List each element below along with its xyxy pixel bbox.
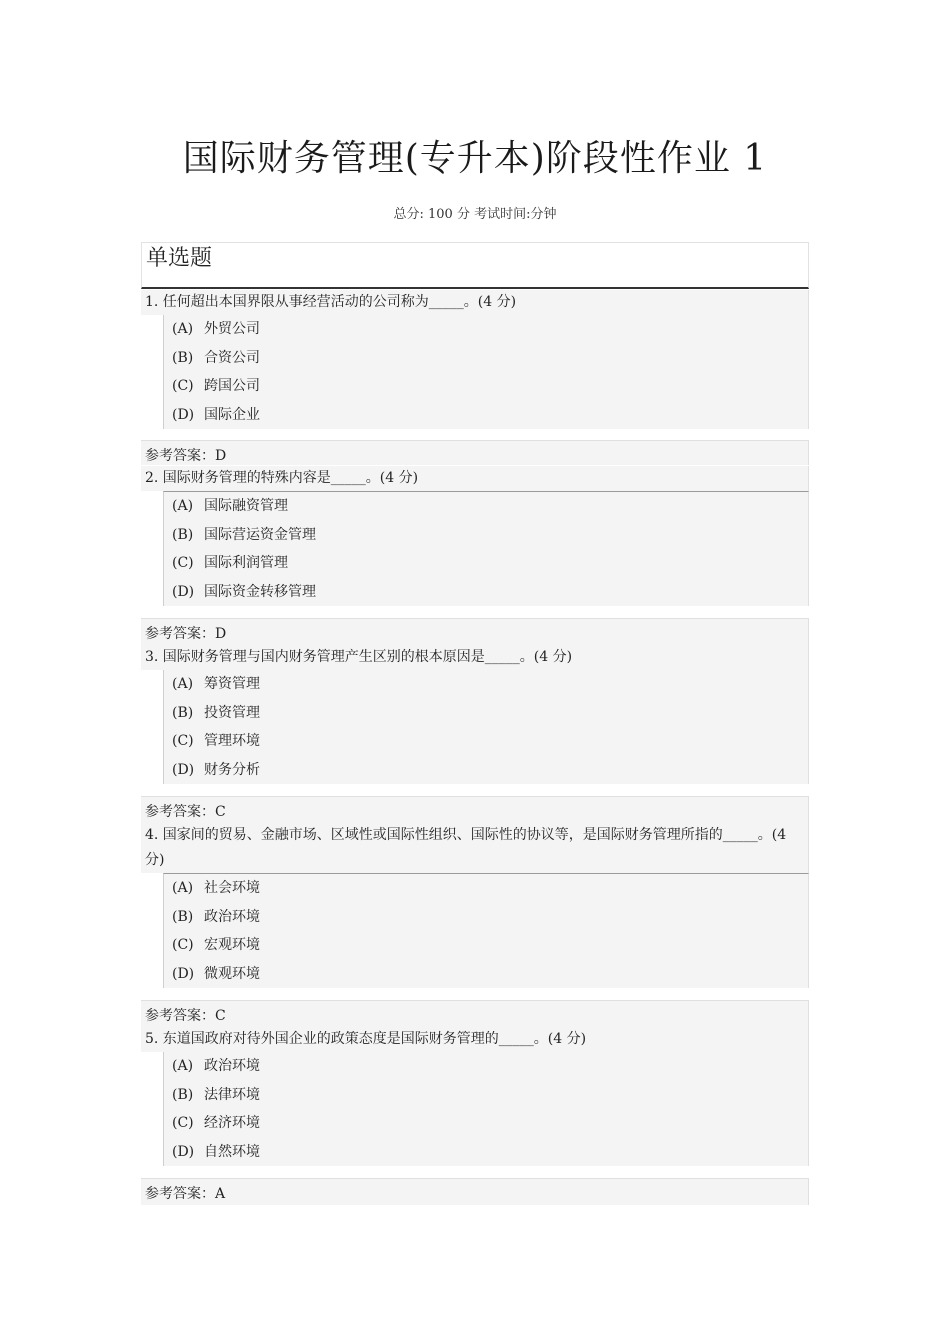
question-block: [141, 823, 809, 988]
option-c[interactable]: (C) 国际利润管理: [172, 555, 288, 572]
question-stem: 1. 任何超出本国界限从事经营活动的公司称为_____。(4 分): [141, 290, 809, 315]
option-c[interactable]: (C) 经济环境: [172, 1115, 260, 1132]
section-title: 单选题: [146, 246, 213, 271]
answer-block: [141, 618, 809, 645]
options-list: [163, 873, 809, 988]
reference-answer: 参考答案：A: [141, 1178, 809, 1205]
question-stem: 3. 国际财务管理与国内财务管理产生区别的根本原因是_____。(4 分): [141, 645, 809, 670]
question-block: [141, 290, 809, 429]
option-d[interactable]: (D) 国际资金转移管理: [172, 583, 316, 600]
option-c[interactable]: (C) 管理环境: [172, 733, 260, 750]
option-b[interactable]: (B) 政治环境: [172, 908, 260, 925]
answer-block: [141, 1178, 809, 1205]
option-d[interactable]: (D) 国际企业: [172, 406, 260, 423]
option-b[interactable]: (B) 国际营运资金管理: [172, 526, 316, 543]
option-d[interactable]: (D) 自然环境: [172, 1143, 260, 1160]
option-d[interactable]: (D) 微观环境: [172, 965, 260, 982]
reference-answer: 参考答案：D: [141, 440, 809, 465]
question-block: [141, 466, 809, 606]
reference-answer: 参考答案：C: [141, 1000, 809, 1027]
option-a[interactable]: (A) 筹资管理: [172, 676, 260, 692]
option-a[interactable]: (A) 国际融资管理: [172, 498, 288, 514]
answer-block: [141, 1000, 809, 1027]
question-stem: 2. 国际财务管理的特殊内容是_____。(4 分): [141, 466, 809, 491]
option-a[interactable]: (A) 外贸公司: [172, 321, 260, 337]
option-c[interactable]: (C) 跨国公司: [172, 378, 260, 395]
option-d[interactable]: (D) 财务分析: [172, 761, 260, 778]
option-c[interactable]: (C) 宏观环境: [172, 937, 260, 954]
question-block: [141, 645, 809, 784]
options-list: [163, 315, 809, 429]
options-list: [163, 670, 809, 784]
option-b[interactable]: (B) 投资管理: [172, 704, 260, 721]
option-b[interactable]: (B) 法律环境: [172, 1086, 260, 1103]
answer-block: [141, 440, 809, 465]
section-header: [141, 242, 809, 289]
exam-meta: 总分: 100 分 考试时间:分钟: [393, 207, 557, 222]
options-list: [163, 1052, 809, 1166]
option-b[interactable]: (B) 合资公司: [172, 349, 260, 366]
reference-answer: 参考答案：D: [141, 618, 809, 645]
reference-answer: 参考答案：C: [141, 796, 809, 823]
question-stem: 5. 东道国政府对待外国企业的政策态度是国际财务管理的_____。(4 分): [141, 1027, 809, 1052]
option-a[interactable]: (A) 社会环境: [172, 880, 260, 896]
question-stem: 4. 国家间的贸易、金融市场、区域性或国际性组织、国际性的协议等，是国际财务管理所指的_____。(4 分): [141, 823, 809, 873]
option-a[interactable]: (A) 政治环境: [172, 1058, 260, 1074]
page-title: 国际财务管理(专升本)阶段性作业 1: [182, 138, 768, 179]
options-list: [163, 491, 809, 606]
answer-block: [141, 796, 809, 823]
question-block: [141, 1027, 809, 1166]
